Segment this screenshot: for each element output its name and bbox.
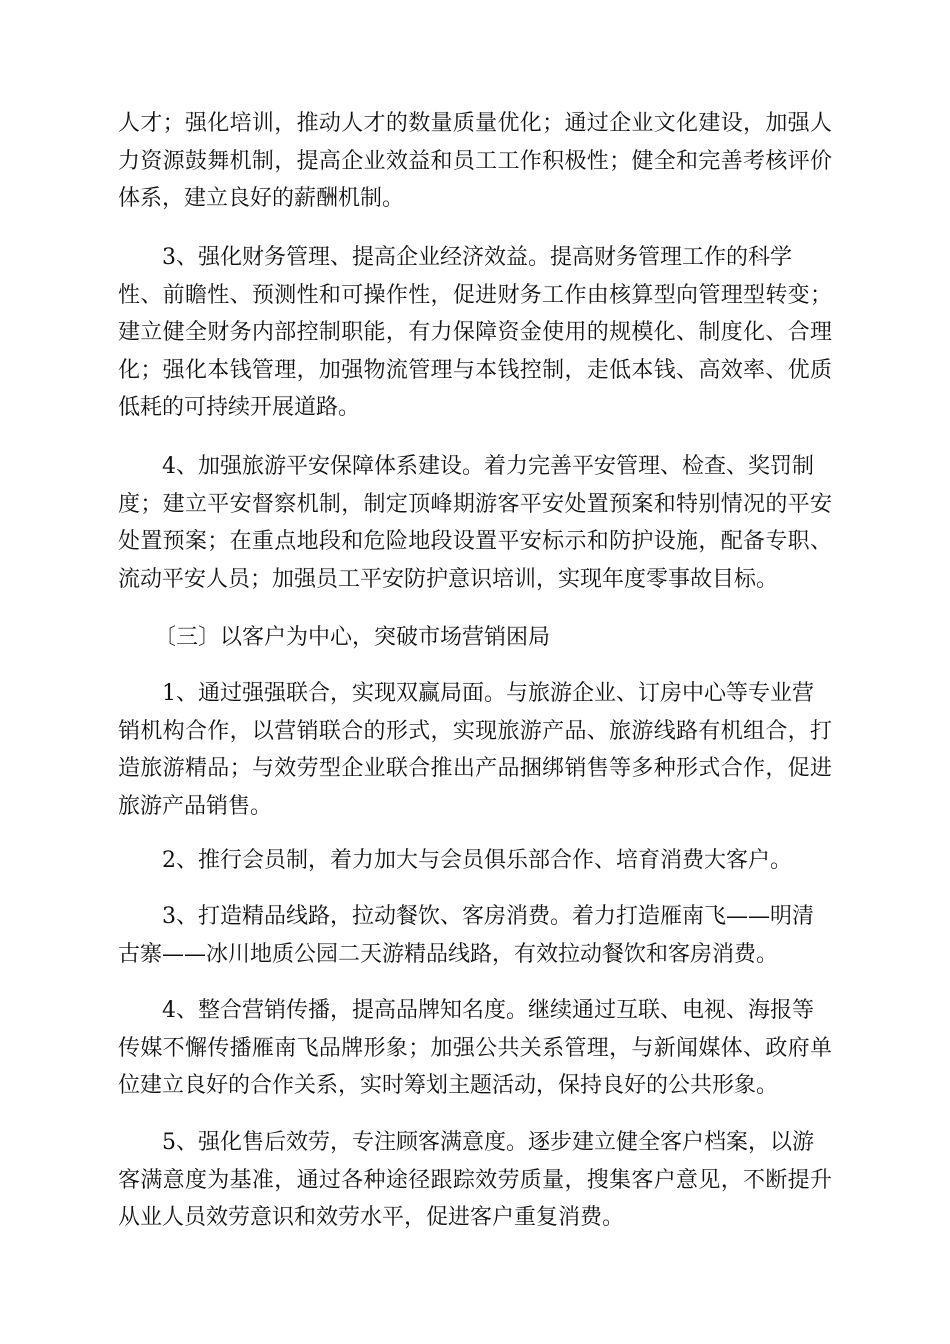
text-line: 旅游产品销售。 [118,793,273,819]
text-line: 古寨——冰川地质公园二天游精品线路，有效拉动餐饮和客房消费。 [118,941,779,967]
text-line: 低耗的可持续开展道路。 [118,395,361,420]
text-line: 体系，建立良好的薪酬机制。 [118,186,405,211]
paragraph-safety [118,448,832,598]
text-line: 销机构合作，以营销联合的形式，实现旅游产品、旅游线路有机组合，打 [118,718,832,744]
section-heading [118,619,832,657]
text-line: 流动平安人员；加强员工平安防护意识培训，实现年度零事故目标。 [118,566,779,592]
text-line: 2、推行会员制，着力加大与会员俱乐部合作、培育消费大客户。 [162,848,792,873]
text-line: 位建立良好的合作关系，实时筹划主题活动，保持良好的公共形象。 [118,1073,779,1098]
text-line: 度；建立平安督察机制，制定顶峰期游客平安处置预案和特别情况的平安 [118,491,832,517]
text-line: 〔三〕以客户为中心，突破市场营销困局 [154,625,551,650]
text-line: 传媒不懈传播雁南飞品牌形象；加强公共关系管理，与新闻媒体、政府单 [118,1035,832,1061]
text-line: 4、整合营销传播，提高品牌知名度。继续通过互联、电视、海报等 [162,998,814,1023]
text-line: 3、强化财务管理、提高企业经济效益。提高财务管理工作的科学 [162,245,792,270]
text-line: 造旅游精品；与效劳型企业联合推出产品捆绑销售等多种形式合作，促进 [118,756,832,781]
text-line: 5、强化售后效劳，专注顾客满意度。逐步建立健全客户档案，以游 [162,1130,814,1155]
paragraph-membership [118,842,832,880]
paragraph-talent [118,105,832,218]
text-line: 1、通过强强联合，实现双赢局面。与旅游企业、订房中心等专业营 [162,681,814,706]
text-line: 从业人员效劳意识和效劳水平，促进客户重复消费。 [118,1205,625,1230]
paragraph-aftersales [118,1124,832,1237]
paragraph-finance [118,239,832,427]
text-line: 性、前瞻性、预测性和可操作性，促进财务工作由核算型向管理型转变； [118,282,832,308]
text-line: 4、加强旅游平安保障体系建设。着力完善平安管理、检查、奖罚制 [162,454,814,479]
text-line: 客满意度为基准，通过各种途径跟踪效劳质量，搜集客户意见，不断提升 [118,1167,832,1193]
text-line: 处置预案；在重点地段和危险地段设置平安标示和防护设施，配备专职、 [118,529,832,554]
text-line: 人才；强化培训，推动人才的数量质量优化；通过企业文化建设，加强人 [118,111,832,136]
text-line: 力资源鼓舞机制，提高企业效益和员工工作积极性；健全和完善考核评价 [118,148,832,174]
paragraph-brand [118,992,832,1105]
paragraph-route [118,898,832,973]
text-line: 建立健全财务内部控制职能，有力保障资金使用的规模化、制度化、合理 [118,320,832,345]
text-line: 化；强化本钱管理，加强物流管理与本钱控制，走低本钱、高效率、优质 [118,357,832,383]
text-line: 3、打造精品线路，拉动餐饮、客房消费。着力打造雁南飞——明清 [162,904,814,929]
paragraph-alliance [118,675,832,825]
